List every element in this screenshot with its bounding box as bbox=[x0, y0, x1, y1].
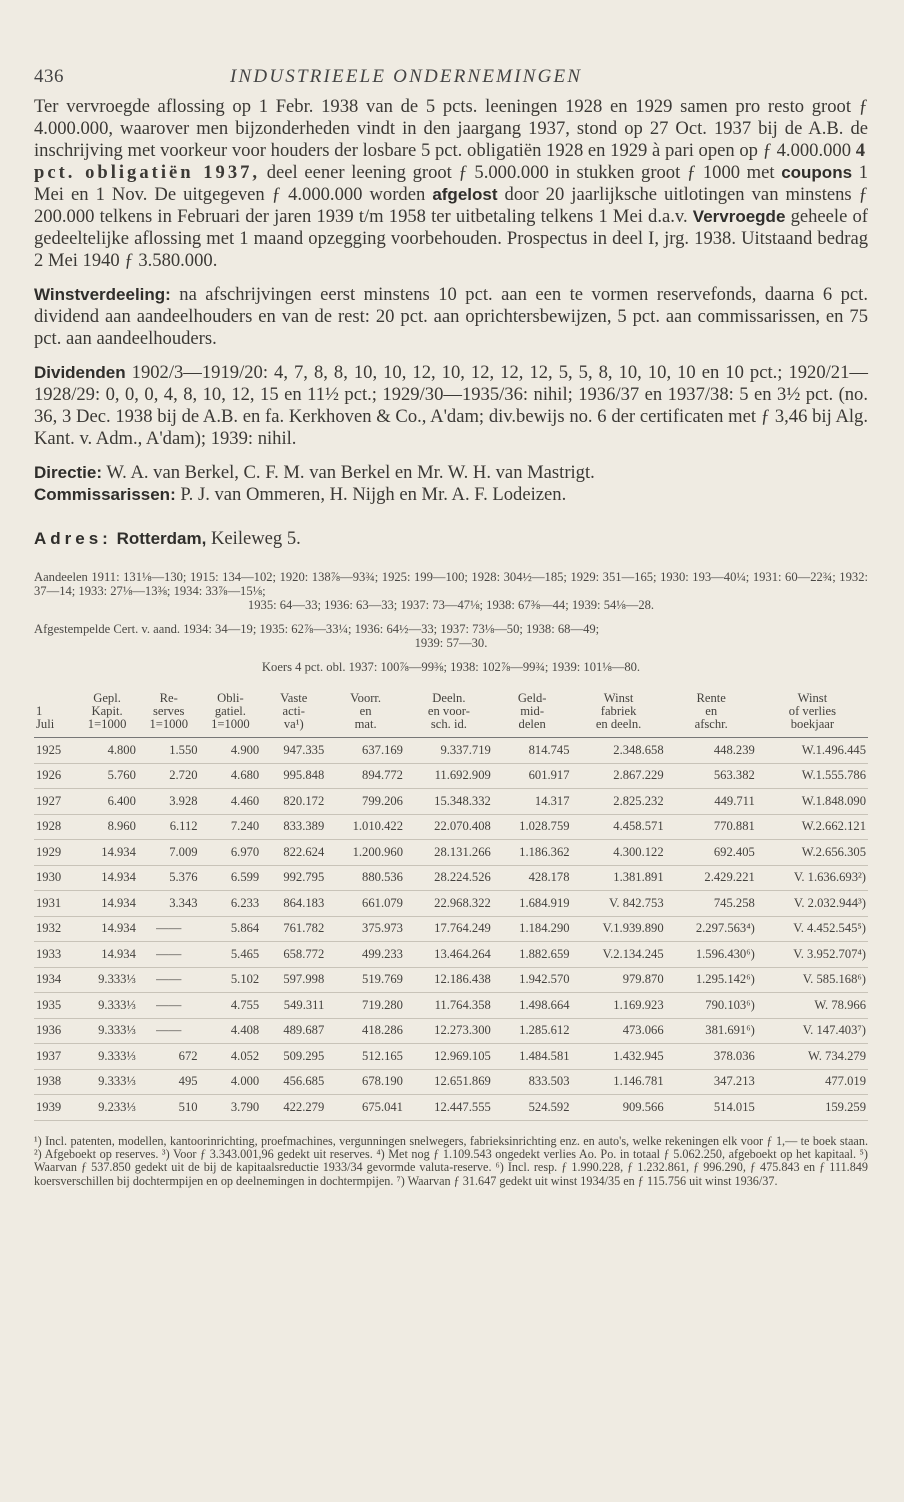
address-city: Rotterdam, bbox=[111, 529, 207, 548]
table-cell: 7.009 bbox=[138, 840, 200, 866]
column-header-line: Winst bbox=[797, 691, 828, 705]
table-cell: 1.498.664 bbox=[493, 993, 572, 1019]
column-header-line: Geld- bbox=[517, 691, 547, 705]
table-body bbox=[34, 738, 868, 1121]
table-cell: 2.429.221 bbox=[666, 865, 757, 891]
table-cell: 1939 bbox=[34, 1095, 76, 1121]
table-cell: 637.169 bbox=[326, 738, 405, 764]
table-cell: 4.460 bbox=[200, 789, 262, 815]
table-cell: 12.651.869 bbox=[405, 1069, 493, 1095]
table-cell: 4.800 bbox=[76, 738, 138, 764]
table-cell: 2.867.229 bbox=[572, 763, 666, 789]
table-cell: 9.337.719 bbox=[405, 738, 493, 764]
table-cell: 9.333⅓ bbox=[76, 967, 138, 993]
table-cell: 3.790 bbox=[200, 1095, 262, 1121]
column-header-line: afschr. bbox=[694, 717, 728, 731]
table-cell: 9.333⅓ bbox=[76, 1044, 138, 1070]
table-cell: 428.178 bbox=[493, 865, 572, 891]
table-cell: 375.973 bbox=[326, 916, 405, 942]
table-cell: 448.239 bbox=[666, 738, 757, 764]
table-cell: 449.711 bbox=[666, 789, 757, 815]
table-cell: 7.240 bbox=[200, 814, 262, 840]
table-cell: 477.019 bbox=[757, 1069, 868, 1095]
directors-text: W. A. van Berkel, C. F. M. van Berkel en Mr. W. H. van Mastrigt. bbox=[102, 462, 595, 483]
table-cell: 6.233 bbox=[200, 891, 262, 917]
table-cell: 1.596.430⁶) bbox=[666, 942, 757, 968]
column-header-line: of verlies bbox=[788, 704, 836, 718]
column-header-line: 1=1000 bbox=[149, 717, 189, 731]
page-number: 436 bbox=[34, 66, 64, 87]
column-header-line: fabriek bbox=[600, 704, 637, 718]
table-cell: 1936 bbox=[34, 1018, 76, 1044]
table-cell: V. 3.952.707⁴) bbox=[757, 942, 868, 968]
table-cell: 1.942.570 bbox=[493, 967, 572, 993]
table-cell: 4.680 bbox=[200, 763, 262, 789]
table-cell: W.1.848.090 bbox=[757, 789, 868, 815]
table-cell: 1.381.891 bbox=[572, 865, 666, 891]
table-cell: —— bbox=[138, 1018, 200, 1044]
table-cell: 378.036 bbox=[666, 1044, 757, 1070]
table-cell: 14.934 bbox=[76, 891, 138, 917]
address-street: Keileweg 5. bbox=[206, 528, 301, 549]
table-cell: 12.186.438 bbox=[405, 967, 493, 993]
loan-text-4: door 20 jaarlijksche uitlotingen van minstens ƒ 200.000 telkens in Februari der jaren 1939 t/m 1958 ter uitbetaling telkens 1 Mei d.a.v. bbox=[34, 184, 868, 227]
column-header-line: 1=1000 bbox=[87, 717, 127, 731]
table-cell: 12.273.300 bbox=[405, 1018, 493, 1044]
table-cell: V. 1.636.693²) bbox=[757, 865, 868, 891]
table-cell: 1927 bbox=[34, 789, 76, 815]
table-cell: 8.960 bbox=[76, 814, 138, 840]
certificate-prices-line-2: 1939: 57—30. bbox=[414, 636, 488, 650]
table-cell: 1930 bbox=[34, 865, 76, 891]
table-cell: 14.934 bbox=[76, 840, 138, 866]
table-cell: 5.864 bbox=[200, 916, 262, 942]
column-header bbox=[405, 692, 493, 738]
table-cell: 1.169.923 bbox=[572, 993, 666, 1019]
table-cell: 947.335 bbox=[261, 738, 326, 764]
table-cell: 3.928 bbox=[138, 789, 200, 815]
column-header-line: acti- bbox=[282, 704, 305, 718]
column-header-line: serves bbox=[152, 704, 185, 718]
column-header bbox=[326, 692, 405, 738]
table-cell: 1929 bbox=[34, 840, 76, 866]
table-cell: 9.333⅓ bbox=[76, 993, 138, 1019]
table-cell: 524.592 bbox=[493, 1095, 572, 1121]
board bbox=[34, 462, 868, 506]
certificate-prices-line-1: Afgestempelde Cert. v. aand. 1934: 34—19; 1935: 62⅞—33¼; 1936: 64½—33; 1937: 73⅛—50; 1938: 68—49; bbox=[34, 622, 600, 636]
table-cell: 499.233 bbox=[326, 942, 405, 968]
table-cell: 14.934 bbox=[76, 942, 138, 968]
table-cell: 4.900 bbox=[200, 738, 262, 764]
table-cell: 510 bbox=[138, 1095, 200, 1121]
column-header-line: Kapit. bbox=[91, 704, 123, 718]
table-cell: 770.881 bbox=[666, 814, 757, 840]
table-cell: 1937 bbox=[34, 1044, 76, 1070]
table-cell: 17.764.249 bbox=[405, 916, 493, 942]
column-header-line: Winst bbox=[603, 691, 634, 705]
column-header-line: mid- bbox=[520, 704, 545, 718]
table-row bbox=[34, 891, 868, 917]
column-header-line: Deeln. bbox=[432, 691, 466, 705]
table-cell: 495 bbox=[138, 1069, 200, 1095]
table-row bbox=[34, 789, 868, 815]
table-cell: 1928 bbox=[34, 814, 76, 840]
table-cell: 5.376 bbox=[138, 865, 200, 891]
column-header bbox=[757, 692, 868, 738]
profit-distribution bbox=[34, 284, 868, 350]
table-cell: 4.408 bbox=[200, 1018, 262, 1044]
table-cell: 14.934 bbox=[76, 916, 138, 942]
table-cell: V. 2.032.944³) bbox=[757, 891, 868, 917]
column-header bbox=[572, 692, 666, 738]
loan-text-1: Ter vervroegde aflossing op 1 Febr. 1938 van de 5 pcts. leeningen 1928 en 1929 samen pro resto groot ƒ 4.000.000, waarover men bijzonderheden vindt in den jaargang 1937, stond op 27 Oct. 1937 bij de A.B. de inschrijving met voorkeur voor houders der losbare 5 pct. obligatiën 1928 en 1929 à pari open op ƒ 4.000.000 bbox=[34, 96, 868, 161]
address-label: Adres: bbox=[34, 529, 112, 548]
column-header bbox=[261, 692, 326, 738]
column-header-line: delen bbox=[518, 717, 546, 731]
table-cell: 6.970 bbox=[200, 840, 262, 866]
table-cell: 675.041 bbox=[326, 1095, 405, 1121]
table-cell: 14.317 bbox=[493, 789, 572, 815]
column-header-line: en bbox=[705, 704, 718, 718]
table-row bbox=[34, 1069, 868, 1095]
directors-label: Directie: bbox=[34, 463, 103, 482]
table-cell: 1934 bbox=[34, 967, 76, 993]
column-header-line: va¹) bbox=[283, 717, 304, 731]
table-row bbox=[34, 993, 868, 1019]
table-cell: 1.882.659 bbox=[493, 942, 572, 968]
table-cell: 519.769 bbox=[326, 967, 405, 993]
page-header bbox=[34, 62, 868, 96]
share-prices bbox=[34, 570, 868, 674]
table-cell: W.2.656.305 bbox=[757, 840, 868, 866]
table-cell: 1.010.422 bbox=[326, 814, 405, 840]
table-cell: V. 147.403⁷) bbox=[757, 1018, 868, 1044]
loan-text-3: 1 Mei en 1 Nov. De uitgegeven ƒ 4.000.000 worden bbox=[34, 162, 868, 205]
table-cell: 833.503 bbox=[493, 1069, 572, 1095]
table-cell: 1925 bbox=[34, 738, 76, 764]
table-cell: 2.720 bbox=[138, 763, 200, 789]
table-cell: —— bbox=[138, 993, 200, 1019]
table-cell: 1.484.581 bbox=[493, 1044, 572, 1070]
loan-text-2: deel eener leening groot ƒ 5.000.000 in stukken groot ƒ 1000 met bbox=[260, 162, 782, 183]
table-cell: 1.550 bbox=[138, 738, 200, 764]
table-cell: V. 4.452.545⁵) bbox=[757, 916, 868, 942]
company-description bbox=[34, 96, 868, 550]
table-cell: 597.998 bbox=[261, 967, 326, 993]
table-cell: 12.447.555 bbox=[405, 1095, 493, 1121]
table-cell: 9.233⅓ bbox=[76, 1095, 138, 1121]
table-cell: 11.764.358 bbox=[405, 993, 493, 1019]
table-cell: 11.692.909 bbox=[405, 763, 493, 789]
column-header-line: Obli- bbox=[217, 691, 244, 705]
column-header-line: boekjaar bbox=[790, 717, 835, 731]
table-cell: 1931 bbox=[34, 891, 76, 917]
table-cell: V. 842.753 bbox=[572, 891, 666, 917]
column-header-line: Juli bbox=[36, 717, 55, 731]
table-cell: 678.190 bbox=[326, 1069, 405, 1095]
table-cell: 672 bbox=[138, 1044, 200, 1070]
table-cell: 1935 bbox=[34, 993, 76, 1019]
table-cell: 992.795 bbox=[261, 865, 326, 891]
table-cell: 6.599 bbox=[200, 865, 262, 891]
table-cell: 28.131.266 bbox=[405, 840, 493, 866]
table-cell: 456.685 bbox=[261, 1069, 326, 1095]
table-cell: 381.691⁶) bbox=[666, 1018, 757, 1044]
table-cell: 1.186.362 bbox=[493, 840, 572, 866]
table-cell: 658.772 bbox=[261, 942, 326, 968]
table-cell: 13.464.264 bbox=[405, 942, 493, 968]
table-cell: 9.333⅓ bbox=[76, 1018, 138, 1044]
table-row bbox=[34, 865, 868, 891]
table-cell: 2.825.232 bbox=[572, 789, 666, 815]
table-row bbox=[34, 763, 868, 789]
table-cell: 1.684.919 bbox=[493, 891, 572, 917]
column-header-line: sch. id. bbox=[430, 717, 467, 731]
table-cell: 473.066 bbox=[572, 1018, 666, 1044]
financial-table bbox=[34, 692, 868, 1121]
table-cell: 894.772 bbox=[326, 763, 405, 789]
table-cell: —— bbox=[138, 942, 200, 968]
dividends-text: 1902/3—1919/20: 4, 7, 8, 8, 10, 10, 12, 10, 12, 12, 12, 5, 5, 8, 10, 10, 10 en 10 pct.; 1920/21—1928/29: 0, 0, 0, 4, 8, 10, 12, 15 en 11½ pct.; 1929/30—1935/36: nihil; 1936/37 en 1937/38: 5 en 3½ pct. (no. 36, 3 Dec. 1938 bij de A.B. en fa. Kerkhoven & Co., A'dam; div.bewijs no. 6 der certificaten met ƒ 3,46 bij Alg. Kant. v. Adm., A'dam); 1939: nihil. bbox=[34, 362, 868, 449]
table-cell: 692.405 bbox=[666, 840, 757, 866]
table-cell: 1933 bbox=[34, 942, 76, 968]
profit-distribution-text: na afschrijvingen eerst minstens 10 pct. aan een te vormen reservefonds, daarna 6 pct. dividend aan aandeelhouders en van de rest: 20 pct. aan oprichtersbewijzen, 5 pct. aan commissarissen, en 75 pct. aan aandeelhouders. bbox=[34, 284, 868, 349]
table-cell: 5.465 bbox=[200, 942, 262, 968]
early-redemption-term: Vervroegde bbox=[692, 207, 786, 226]
table-cell: 563.382 bbox=[666, 763, 757, 789]
table-cell: W.1.555.786 bbox=[757, 763, 868, 789]
column-header-line: mat. bbox=[354, 717, 377, 731]
table-cell: 2.348.658 bbox=[572, 738, 666, 764]
table-cell: 1.200.960 bbox=[326, 840, 405, 866]
table-cell: 1.028.759 bbox=[493, 814, 572, 840]
column-header bbox=[34, 692, 76, 738]
table-cell: 661.079 bbox=[326, 891, 405, 917]
table-row bbox=[34, 967, 868, 993]
column-header-line: en deeln. bbox=[595, 717, 642, 731]
column-header-line: Vaste bbox=[280, 691, 308, 705]
table-row bbox=[34, 916, 868, 942]
table-cell: V. 585.168⁶) bbox=[757, 967, 868, 993]
table-cell: 4.052 bbox=[200, 1044, 262, 1070]
table-cell: 4.300.122 bbox=[572, 840, 666, 866]
table-cell: 822.624 bbox=[261, 840, 326, 866]
table-cell: 880.536 bbox=[326, 865, 405, 891]
table-cell: 6.400 bbox=[76, 789, 138, 815]
table-cell: 12.969.105 bbox=[405, 1044, 493, 1070]
table-row bbox=[34, 1018, 868, 1044]
column-header-line: Gepl. bbox=[93, 691, 121, 705]
bond-prices: Koers 4 pct. obl. 1937: 100⅞—99⅜; 1938: 102⅞—99¾; 1939: 101⅛—80. bbox=[261, 660, 641, 674]
column-header-line: Rente bbox=[696, 691, 726, 705]
table-cell: 601.917 bbox=[493, 763, 572, 789]
table-cell: 979.870 bbox=[572, 967, 666, 993]
table-cell: 4.458.571 bbox=[572, 814, 666, 840]
table-cell: 2.297.563⁴) bbox=[666, 916, 757, 942]
table-cell: 1.146.781 bbox=[572, 1069, 666, 1095]
table-cell: 489.687 bbox=[261, 1018, 326, 1044]
table-cell: 512.165 bbox=[326, 1044, 405, 1070]
table-cell: 820.172 bbox=[261, 789, 326, 815]
column-header-line: Voorr. bbox=[350, 691, 382, 705]
table-cell: 799.206 bbox=[326, 789, 405, 815]
table-cell: 418.286 bbox=[326, 1018, 405, 1044]
redemption-term: afgelost bbox=[432, 185, 498, 204]
table-header-row bbox=[34, 692, 868, 738]
dividends bbox=[34, 362, 868, 450]
table-cell: 3.343 bbox=[138, 891, 200, 917]
table-cell: 5.102 bbox=[200, 967, 262, 993]
share-prices-line-2: 1935: 64—33; 1936: 63—33; 1937: 73—47⅛; 1938: 67⅜—44; 1939: 54⅛—28. bbox=[247, 598, 655, 612]
profit-distribution-label: Winstverdeeling: bbox=[34, 285, 171, 304]
table-cell: 1.295.142⁶) bbox=[666, 967, 757, 993]
table-cell: 814.745 bbox=[493, 738, 572, 764]
share-prices-certificates bbox=[34, 622, 868, 650]
running-title: INDUSTRIEELE ONDERNEMINGEN bbox=[230, 66, 583, 87]
table-cell: 745.258 bbox=[666, 891, 757, 917]
address bbox=[34, 528, 868, 550]
table-cell: 995.848 bbox=[261, 763, 326, 789]
column-header-line: 1 bbox=[36, 704, 43, 718]
dividends-label: Dividenden bbox=[34, 363, 126, 382]
table-cell: 864.183 bbox=[261, 891, 326, 917]
table-cell: 1.432.945 bbox=[572, 1044, 666, 1070]
table-row bbox=[34, 840, 868, 866]
share-prices-line-1: Aandeelen 1911: 131⅛—130; 1915: 134—102; 1920: 138⅞—93¾; 1925: 199—100; 1928: 304½—185; 1929: 351—165; 1930: 193—40¼; 1931: 60—22¾; 1932: 37—14; 1933: 27⅛—13⅜; 1934: 33⅞—15⅛; bbox=[34, 570, 868, 598]
column-header bbox=[666, 692, 757, 738]
coupons-term: coupons bbox=[781, 163, 853, 182]
table-cell: 509.295 bbox=[261, 1044, 326, 1070]
table-cell: W.1.496.445 bbox=[757, 738, 868, 764]
table-row bbox=[34, 814, 868, 840]
table-cell: 422.279 bbox=[261, 1095, 326, 1121]
table-row bbox=[34, 738, 868, 764]
table-cell: 719.280 bbox=[326, 993, 405, 1019]
table-cell: 1932 bbox=[34, 916, 76, 942]
table-cell: W.2.662.121 bbox=[757, 814, 868, 840]
column-header-line: en voor- bbox=[427, 704, 470, 718]
table-cell: 14.934 bbox=[76, 865, 138, 891]
table-cell: 28.224.526 bbox=[405, 865, 493, 891]
table-cell: —— bbox=[138, 967, 200, 993]
table-cell: 4.000 bbox=[200, 1069, 262, 1095]
share-prices-aandeelen bbox=[34, 570, 868, 612]
column-header-line: 1=1000 bbox=[211, 717, 250, 731]
table-row bbox=[34, 942, 868, 968]
column-header bbox=[138, 692, 200, 738]
column-header bbox=[493, 692, 572, 738]
table-cell: W. 734.279 bbox=[757, 1044, 868, 1070]
column-header bbox=[200, 692, 262, 738]
table-cell: 22.968.322 bbox=[405, 891, 493, 917]
commissioners-label: Commissarissen: bbox=[34, 485, 176, 504]
table-cell: V.1.939.890 bbox=[572, 916, 666, 942]
table-cell: 790.103⁶) bbox=[666, 993, 757, 1019]
column-header-line: gatiel. bbox=[214, 704, 246, 718]
loan-paragraph bbox=[34, 96, 868, 272]
table-row bbox=[34, 1044, 868, 1070]
footnotes: ¹) Incl. patenten, modellen, kantoorinrichting, proefmachines, vergunningen snelwegers, fabrieksinrichting enz. en auto's, welke rekeningen elk voor ƒ 1,— te boek staan. ²) Afgeboekt op reserves. ³) Voor ƒ 3.343.001,96 gedekt uit reserves. ⁴) Met nog ƒ 1.109.543 ongedekt verlies Ao. Po. in totaal ƒ 5.062.250, afgeboekt op het kapitaal. ⁵) Waarvan ƒ 537.850 gedekt uit de bij de kapitaalsreductie 1933/34 gevormde valuta-reserve. ⁶) Incl. resp. ƒ 1.990.228, ƒ 1.232.861, ƒ 996.290, ƒ 475.843 en ƒ 111.849 koersverschillen bij dochtermpijen en op deelnemingen in dochtermpijen. ⁷) Waarvan ƒ 31.647 gedekt uit winst 1934/35 en ƒ 115.756 uit winst 1936/37. bbox=[34, 1133, 868, 1188]
table-cell: 5.760 bbox=[76, 763, 138, 789]
table-cell: —— bbox=[138, 916, 200, 942]
table-cell: V.2.134.245 bbox=[572, 942, 666, 968]
column-header-line: Re- bbox=[159, 691, 178, 705]
bond-issue-heading: 4 pct. obligatiën 1937, bbox=[34, 140, 868, 183]
table-cell: 22.070.408 bbox=[405, 814, 493, 840]
loan-text-5: geheele of gedeeltelijke aflossing met 1 maand opzegging voorbehouden. Prospectus in deel I, jrg. 1938. Uitstaand bedrag 2 Mei 1940 ƒ 3.580.000. bbox=[34, 206, 869, 271]
table-cell: 15.348.332 bbox=[405, 789, 493, 815]
table-cell: 1.184.290 bbox=[493, 916, 572, 942]
table-cell: 4.755 bbox=[200, 993, 262, 1019]
table-cell: 6.112 bbox=[138, 814, 200, 840]
column-header bbox=[76, 692, 138, 738]
table-cell: 514.015 bbox=[666, 1095, 757, 1121]
table-cell: 833.389 bbox=[261, 814, 326, 840]
table-cell: 761.782 bbox=[261, 916, 326, 942]
column-header-line: en bbox=[359, 704, 372, 718]
table-cell: 1.285.612 bbox=[493, 1018, 572, 1044]
table-row bbox=[34, 1095, 868, 1121]
table-cell: 1938 bbox=[34, 1069, 76, 1095]
table-cell: W. 78.966 bbox=[757, 993, 868, 1019]
table-cell: 909.566 bbox=[572, 1095, 666, 1121]
table-cell: 159.259 bbox=[757, 1095, 868, 1121]
commissioners-text: P. J. van Ommeren, H. Nijgh en Mr. A. F. Lodeizen. bbox=[175, 484, 567, 505]
table-cell: 549.311 bbox=[261, 993, 326, 1019]
table-cell: 347.213 bbox=[666, 1069, 757, 1095]
table-cell: 1926 bbox=[34, 763, 76, 789]
table-cell: 9.333⅓ bbox=[76, 1069, 138, 1095]
